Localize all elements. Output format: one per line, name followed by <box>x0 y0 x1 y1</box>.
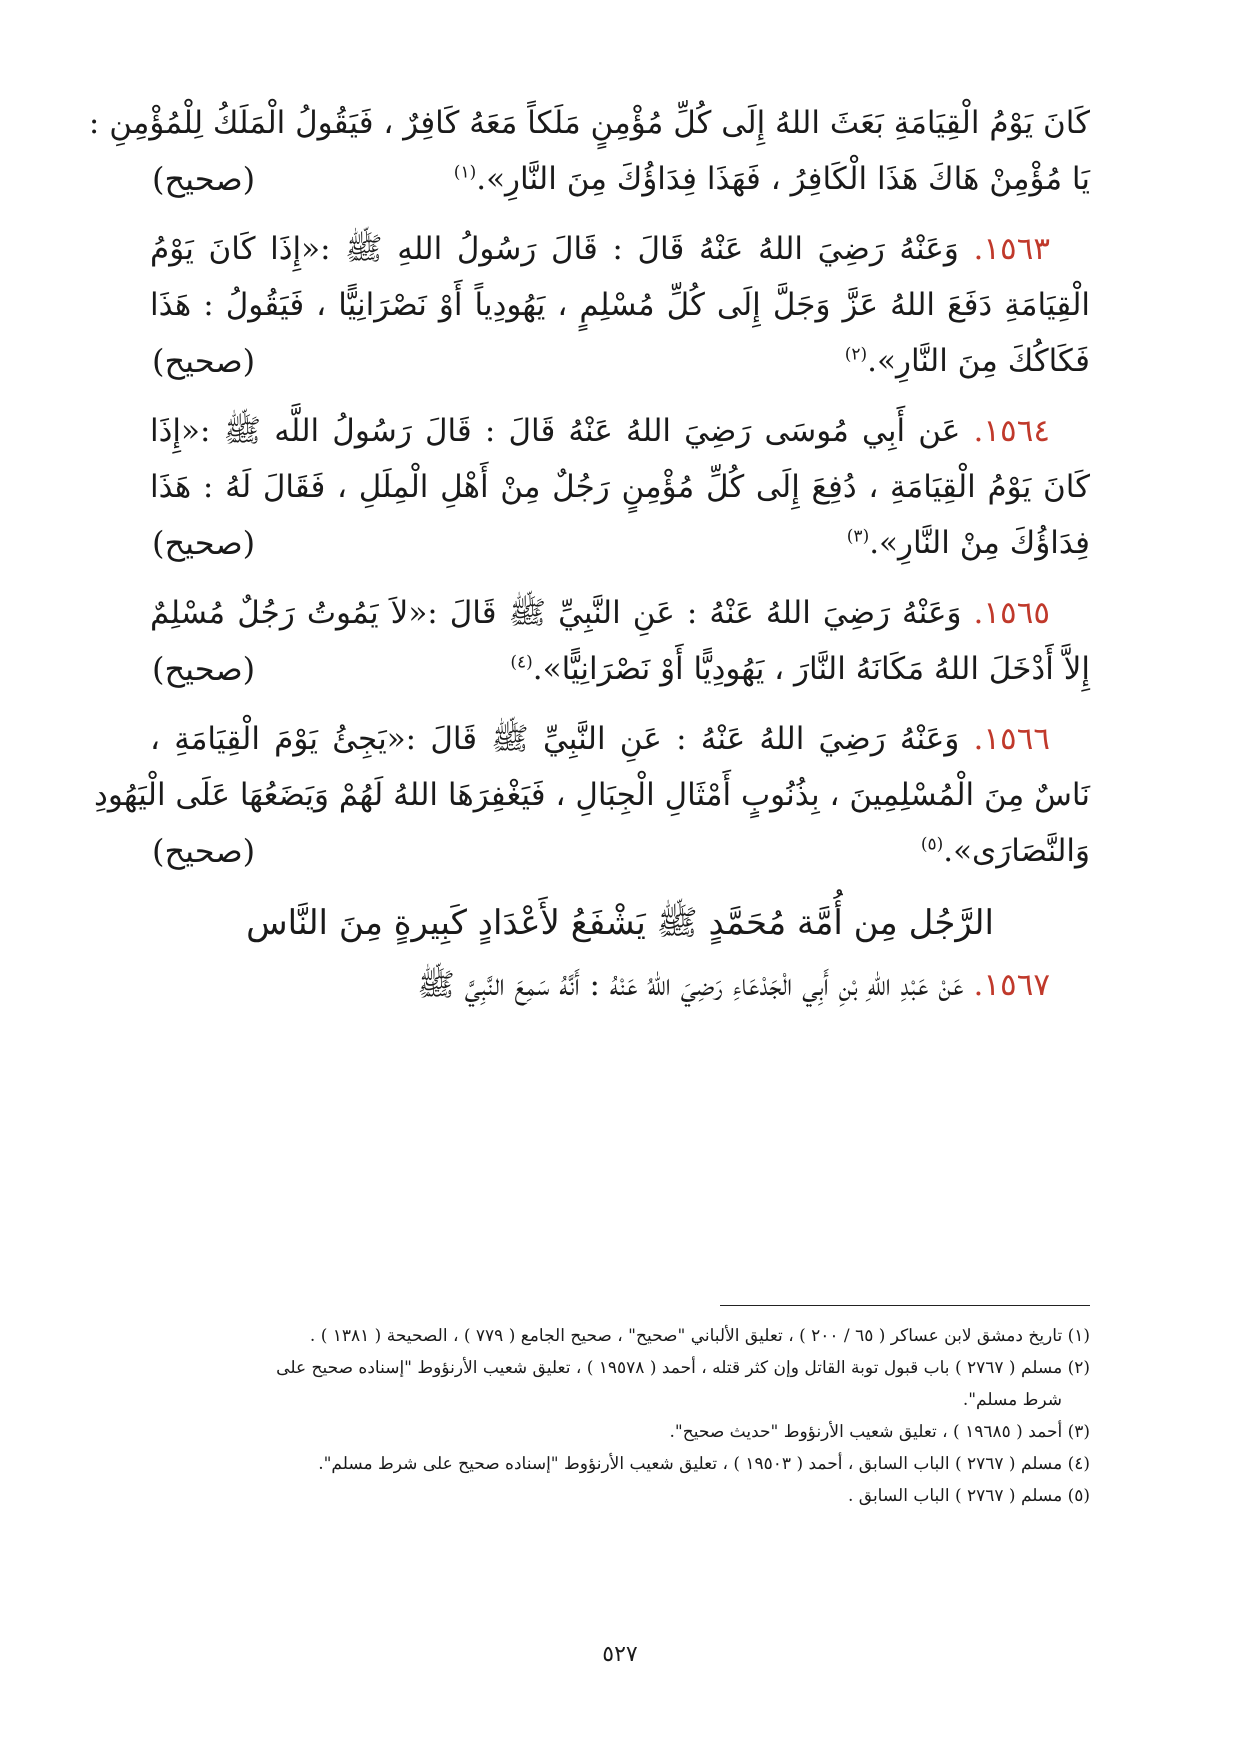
footnotes <box>150 1320 1090 1512</box>
footnote-item: (١) تاريخ دمشق لابن عساكر ( ٦٥ / ٢٠٠ ) ، تعليق الألباني "صحيح" ، صحيح الجامع ( ٧٧٩ ) ، الصحيحة ( ١٣٨١ ) . <box>309 1326 1090 1346</box>
hadith-line: كَانَ يَوْمُ الْقِيَامَةِ ، دُفِعَ إِلَى كُلِّ مُؤْمِنٍ رَجُلٌ مِنْ أَهْلِ الْمِلَلِ ، فَقَالَ لَهُ : هَذَا <box>150 469 1090 505</box>
hadith-line: نَاسٌ مِنَ الْمُسْلِمِينَ ، بِذُنُوبٍ أَمْثَالِ الْجِبَالِ ، فَيَغْفِرَهَا اللهُ لَهُمْ وَيَضَعُهَا عَلَى الْيَهُودِ <box>94 777 1090 813</box>
grade-label: (صحيح) <box>152 650 256 688</box>
section-heading: الرَّجُل مِن أُمَّة مُحَمَّدٍ ﷺ يَشْفَعُ لأَعْدَادٍ كَبِيرةٍ مِنَ النَّاس <box>246 903 994 943</box>
hadith-last-text: يَا مُؤْمِنْ هَاكَ هَذَا الْكَافِرُ ، فَهَذَا فِدَاؤُكَ مِنَ النَّارِ».$^{(١)}$ <box>453 161 1090 197</box>
hadith-continuation <box>88 95 1090 207</box>
hadith-last-text: فِدَاؤُكَ مِنْ النَّارِ».$^{(٣)}$ <box>846 525 1090 561</box>
footnote-divider <box>720 1305 1090 1306</box>
hadith-last-text: فَكَاكُكَ مِنَ النَّارِ».$^{(٢)}$ <box>844 343 1090 379</box>
hadith-1567 <box>150 957 1090 1013</box>
footnote-item: (٣) أحمد ( ١٩٦٨٥ ) ، تعليق شعيب الأرنؤوط "حديث صحيح". <box>669 1422 1090 1442</box>
footnote-ref[interactable]: (٥) <box>920 834 944 855</box>
hadith-line: ١٥٦٦. وَعَنْهُ رَضِيَ اللهُ عَنْهُ : عَنِ النَّبِيِّ ﷺ قَالَ :«يَجِئُ يَوْمَ الْقِيَامَةِ ، <box>150 721 1051 757</box>
hadith-1563 <box>150 221 1090 389</box>
hadith-line: ١٥٦٤. عَن أَبِي مُوسَى رَضِيَ اللهُ عَنْهُ قَالَ : قَالَ رَسُولُ اللَّه ﷺ :«إِذَا <box>150 413 1051 449</box>
hadith-last-line <box>150 151 1090 207</box>
footnote-item-continuation: شرط مسلم". <box>962 1390 1062 1410</box>
footnote-item: (٥) مسلم ( ٢٧٦٧ ) الباب السابق . <box>847 1486 1090 1506</box>
hadith-line: ١٥٦٥. وَعَنْهُ رَضِيَ اللهُ عَنْهُ : عَنِ النَّبِيِّ ﷺ قَالَ :«لاَ يَمُوتُ رَجُلٌ مُسْلِمٌ <box>150 595 1050 631</box>
hadith-number: ١٥٦٣. <box>973 231 1051 267</box>
page-number: ٥٢٧ <box>602 1642 638 1667</box>
grade-label: (صحيح) <box>152 160 256 198</box>
footnote-ref[interactable]: (١) <box>453 162 477 183</box>
footnote-ref[interactable]: (٢) <box>844 344 868 365</box>
hadith-last-text: إِلاَّ أَدْخَلَ اللهُ مَكَانَهُ النَّارَ ، يَهُودِيًّا أَوْ نَصْرَانِيًّا».$^{(٤)}$ <box>510 651 1090 687</box>
hadith-1564 <box>150 403 1090 571</box>
hadith-line: كَانَ يَوْمُ الْقِيَامَةِ بَعَثَ اللهُ إِلَى كُلِّ مُؤْمِنٍ مَلَكاً مَعَهُ كَافِرٌ ، فَيَقُولُ الْمَلَكُ لِلْمُؤْمِنِ : <box>88 105 1090 141</box>
hadith-number: ١٥٦٧. <box>973 967 1050 1003</box>
footnote-item: (٢) مسلم ( ٢٧٦٧ ) باب قبول توبة القاتل وإن كثر قتله ، أحمد ( ١٩٥٧٨ ) ، تعليق شعيب الأرنؤوط "إسناده صحيح على <box>276 1358 1090 1378</box>
hadith-number: ١٥٦٤. <box>973 413 1051 449</box>
hadith-line: الْقِيَامَةِ دَفَعَ اللهُ عَزَّ وَجَلَّ إِلَى كُلِّ مُسْلِمٍ ، يَهُودِياً أَوْ نَصْرَانِيًّا ، فَيَقُولُ : هَذَا <box>150 287 1090 323</box>
hadith-last-text: وَالنَّصَارَى».$^{(٥)}$ <box>920 833 1090 869</box>
hadith-last-line <box>150 823 1090 879</box>
hadith-last-line <box>150 333 1090 389</box>
grade-label: (صحيح) <box>152 342 256 380</box>
footnote-ref[interactable]: (٤) <box>510 652 533 673</box>
footnote-ref[interactable]: (٣) <box>846 526 870 547</box>
hadith-1566 <box>94 711 1090 879</box>
hadith-line: ١٥٦٣. وَعَنْهُ رَضِيَ اللهُ عَنْهُ قَالَ : قَالَ رَسُولُ اللهِ ﷺ :«إِذَا كَانَ يَوْمُ <box>150 231 1051 267</box>
page-body <box>88 95 1090 1013</box>
footnote-item: (٤) مسلم ( ٢٧٦٧ ) الباب السابق ، أحمد ( ١٩٥٠٣ ) ، تعليق شعيب الأرنؤوط "إسناده صحيح على شرط مسلم". <box>318 1454 1090 1474</box>
hadith-line: عَنْ عَبْدِ اللهِ بْنِ أَبِي الْجَدْعَاءِ رَضِيَ اللهُ عَنْهُ : أَنَّهُ سَمِعَ النَّبِيَّ ﷺ <box>417 967 964 1003</box>
hadith-1565 <box>150 585 1090 697</box>
hadith-last-line <box>150 515 1090 571</box>
grade-label: (صحيح) <box>152 832 256 870</box>
hadith-number: ١٥٦٦. <box>973 721 1051 757</box>
hadith-number: ١٥٦٥. <box>973 595 1050 631</box>
grade-label: (صحيح) <box>152 524 256 562</box>
hadith-last-line <box>150 641 1090 697</box>
